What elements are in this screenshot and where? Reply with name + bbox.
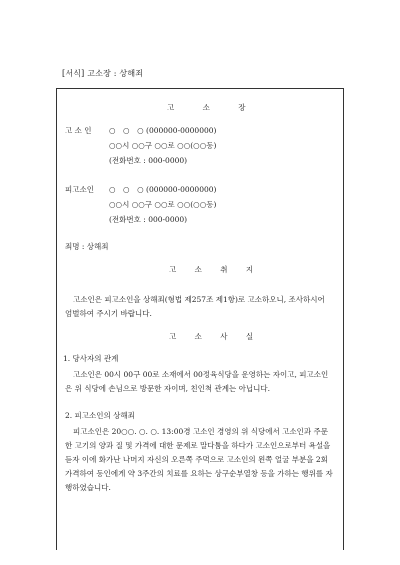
section2-title: 2. 피고소인의 상해죄 [65, 411, 135, 420]
purpose-heading: 고 소 취 지 [169, 265, 262, 274]
complainant-address: ○○시 ○○구 ○○로 ○○(○○동) [109, 141, 217, 150]
section1-title: 1. 당사자의 관계 [63, 354, 119, 363]
complainant-name: ○ ○ ○ (000000-0000000) [109, 126, 217, 135]
complainant-phone: (전화번호 : 000-0000) [109, 156, 188, 165]
document-title: 고 소 장 [167, 103, 259, 112]
section2-body: 피고소인은 20○○. ○. ○. 13:00경 고소인 경영의 위 식당에서 고소인과 주문한 고기의 양과 질 및 가격에 대한 문제로 말다툼을 하다가 고소인으로부터 욕설을 듣자 이에 화가난 나머지 자신의 오른쪽 주먹으로 고소인의 왼쪽 얼굴 부분을 2회 가격하여 동인에게 약 3주간의 치료를 요하는 상구순부열창 등을 가하는 행위를 자행하였습니다. [65, 427, 333, 492]
document-box [56, 88, 344, 550]
purpose-body: 고소인은 피고소인을 상해죄(형법 제257조 제1항)로 고소하오니, 조사하시어 엄벌하여 주시기 바랍니다. [65, 295, 325, 318]
facts-heading: 고 소 사 실 [169, 332, 262, 341]
form-label: [서식] 고소장 : 상해죄 [62, 69, 144, 78]
complainant-label: 고 소 인 [65, 126, 92, 135]
section1-body: 고소인은 00시 00구 00로 소재에서 00정육식당을 운영하는 자이고, 피고소인은 위 식당에 손님으로 방문한 자이며, 친인척 관계는 아닙니다. [65, 370, 329, 393]
accused-label: 피고소인 [65, 185, 94, 194]
accused-phone: (전화번호 : 000-0000) [109, 215, 188, 224]
accused-name: ○ ○ ○ (000000-0000000) [109, 185, 217, 194]
charge-line: 죄명 : 상해죄 [65, 242, 109, 251]
accused-address: ○○시 ○○구 ○○로 ○○(○○동) [109, 200, 217, 209]
